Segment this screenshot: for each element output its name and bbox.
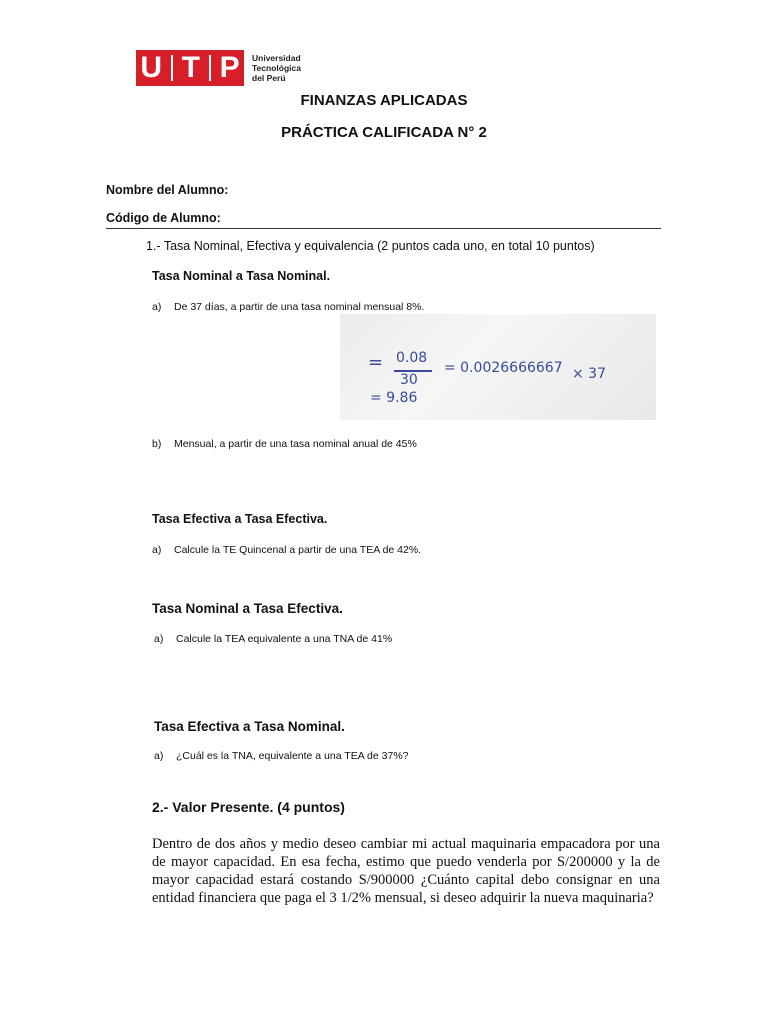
handwritten-equals: = [368, 352, 384, 373]
list-item-text: Calcule la TE Quincenal a partir de una TEA de 42%. [174, 544, 422, 556]
university-name [252, 53, 301, 83]
handwritten-result: = 0.0026666667 [444, 360, 563, 376]
university-line: Tecnológica [252, 63, 301, 73]
divider [106, 228, 661, 229]
handwritten-numerator: 0.08 [396, 350, 428, 366]
section-heading: Tasa Nominal a Tasa Efectiva. [152, 601, 343, 616]
list-marker: a) [152, 301, 162, 313]
handwritten-calculation-photo [340, 314, 656, 420]
list-item [152, 438, 417, 450]
section-heading: Tasa Efectiva a Tasa Nominal. [154, 719, 345, 734]
list-marker: a) [152, 544, 162, 556]
section-heading: Tasa Nominal a Tasa Nominal. [152, 269, 331, 283]
logo-letter-t: T [181, 51, 200, 84]
list-marker: a) [154, 750, 164, 762]
list-item [152, 301, 424, 313]
list-marker: a) [154, 633, 164, 645]
logo-separator [209, 55, 211, 81]
exam-title: PRÁCTICA CALIFICADA N° 2 [281, 124, 487, 141]
logo-letter-p: P [219, 51, 240, 84]
student-name-label: Nombre del Alumno: [106, 183, 229, 197]
list-item [152, 544, 421, 556]
list-item-text: ¿Cuál es la TNA, equivalente a una TEA de 37%? [176, 750, 409, 762]
utp-logo [136, 50, 244, 86]
list-item-text: De 37 días, a partir de una tasa nominal mensual 8%. [174, 301, 425, 313]
list-marker: b) [152, 438, 162, 450]
list-item [154, 633, 392, 645]
logo-letter-u: U [140, 51, 163, 84]
question-1-title: 1.- Tasa Nominal, Efectiva y equivalencia (2 puntos cada uno, en total 10 puntos) [146, 239, 595, 253]
course-title: FINANZAS APLICADAS [300, 92, 468, 109]
university-line: Universidad [252, 53, 301, 63]
handwritten-answer: = 9.86 [370, 390, 418, 406]
list-item-text: Mensual, a partir de una tasa nominal anual de 45% [174, 438, 417, 450]
question-2-paragraph: Dentro de dos años y medio deseo cambiar mi actual maquinaria empacadora por una de mayor capacidad. En esa fecha, estimo que puedo venderla por S/200000 y la de mayor capacidad estará costando S/900000 ¿Cuánto capital debo consignar en una entidad financiera que paga el 3 1/2% mensual, si deseo adquirir la nueva maquinaria? [152, 836, 660, 906]
question-2-title: 2.- Valor Presente. (4 puntos) [152, 799, 345, 815]
list-item-text: Calcule la TEA equivalente a una TNA de 41% [176, 633, 393, 645]
university-line: del Perú [252, 73, 286, 83]
student-code-label: Código de Alumno: [106, 211, 221, 225]
handwritten-multiplier: × 37 [572, 366, 606, 382]
logo-separator [171, 55, 173, 81]
handwritten-denominator: 30 [400, 372, 418, 388]
section-heading: Tasa Efectiva a Tasa Efectiva. [152, 512, 328, 526]
list-item [154, 750, 409, 762]
